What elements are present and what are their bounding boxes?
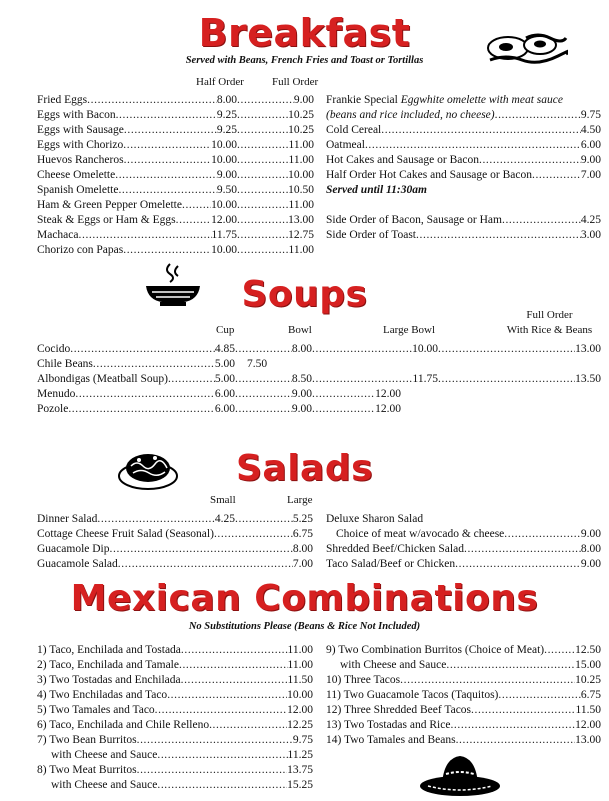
frankie-desc: Eggwhite omelette with meat sauce [400, 94, 563, 106]
item-name: Cheese Omelette [37, 169, 116, 181]
item-name: with Cheese and Sauce [340, 659, 447, 671]
item-name: 13) Two Tostadas and Rice [326, 719, 451, 731]
item-price: 8.00 [580, 543, 601, 555]
salad-right-item [326, 527, 601, 542]
combo-item [326, 673, 601, 688]
sombrero-icon [418, 752, 502, 798]
item-price: 6.00 [580, 139, 601, 151]
item-price: 6.00 [214, 388, 235, 400]
item-name: with Cheese and Sauce [51, 749, 158, 761]
item-name: Cottage Cheese Fruit Salad (Seasonal) [37, 528, 214, 540]
item-price: 9.00 [293, 94, 314, 106]
item-name: Dinner Salad [37, 513, 98, 525]
breakfast-col-full: Full Order [272, 76, 319, 88]
item-name: Eggs with Bacon [37, 109, 116, 121]
item-name: Cocido [37, 343, 71, 355]
item-name: Machaca [37, 229, 79, 241]
item-price: 11.50 [287, 674, 313, 686]
item-name: 10) Three Tacos [326, 674, 401, 686]
item-price: 9.00 [216, 169, 237, 181]
item-price: 8.00 [291, 343, 312, 355]
item-price: 7.50 [247, 358, 268, 370]
item-name: 2) Taco, Enchilada and Tamale [37, 659, 179, 671]
breakfast-item [37, 93, 314, 108]
item-name: Eggs with Chorizo [37, 139, 124, 151]
item-price: 15.25 [287, 779, 313, 791]
item-name: Taco Salad/Beef or Chicken [326, 558, 456, 570]
item-price: 3.00 [580, 229, 601, 241]
soup-item [37, 357, 601, 372]
item-name: Chorizo con Papas [37, 244, 124, 256]
combo-item [37, 748, 313, 763]
item-name: Oatmeal [326, 139, 365, 151]
breakfast-right-item [326, 168, 601, 183]
item-price: 9.25 [216, 124, 237, 136]
item-price: 10.00 [287, 689, 313, 701]
breakfast-item [37, 168, 314, 183]
combo-item [326, 658, 601, 673]
item-price: 12.00 [211, 214, 237, 226]
salad-right-item [326, 542, 601, 557]
breakfast-item [37, 153, 314, 168]
combo-item [37, 658, 313, 673]
soups-title: Soups [241, 274, 368, 315]
breakfast-item [37, 108, 314, 123]
item-price: 9.00 [580, 154, 601, 166]
item-name: 4) Two Enchiladas and Taco [37, 689, 168, 701]
soups-col-full [492, 309, 607, 337]
item-name: Side Order of Toast [326, 229, 417, 241]
item-price: 13.00 [575, 343, 601, 355]
item-price: 5.00 [214, 358, 235, 370]
soup-item [37, 387, 601, 402]
item-price: 11.00 [288, 199, 314, 211]
frankie-price: 9.75 [580, 109, 601, 121]
item-name: Chile Beans [37, 358, 93, 370]
item-name: 5) Two Tamales and Taco [37, 704, 155, 716]
combo-item [37, 763, 313, 778]
salad-item [37, 542, 313, 557]
breakfast-item [37, 138, 314, 153]
item-price: 11.75 [412, 373, 438, 385]
item-price: 4.85 [214, 343, 235, 355]
soup-item [37, 342, 601, 357]
item-price: 12.00 [287, 704, 313, 716]
item-price: 13.50 [575, 373, 601, 385]
item-price: 9.00 [580, 528, 601, 540]
combos-title: Mexican Combinations [70, 578, 539, 619]
item-name: Eggs with Sausage [37, 124, 124, 136]
item-price: 12.50 [575, 644, 601, 656]
item-name: Huevos Rancheros [37, 154, 124, 166]
item-price: 5.00 [214, 373, 235, 385]
breakfast-item [37, 228, 314, 243]
item-name: Guacamole Dip [37, 543, 110, 555]
frankie-desc2: (beans and rice included, no cheese) [326, 109, 495, 121]
combo-item [326, 733, 601, 748]
combo-item [326, 718, 601, 733]
side-order-item [326, 228, 601, 243]
item-name: Steak & Eggs or Ham & Eggs [37, 214, 176, 226]
combo-item [326, 643, 601, 658]
item-price: 9.50 [216, 184, 237, 196]
frankie-row [326, 108, 601, 123]
item-price: 8.00 [216, 94, 237, 106]
soups-col-cup: Cup [216, 324, 235, 336]
breakfast-subtitle: Served with Beans, French Fries and Toast or Tortillas [185, 55, 424, 66]
combo-item [37, 733, 313, 748]
item-price: 4.50 [580, 124, 601, 136]
item-price: 10.25 [575, 674, 601, 686]
combo-item [37, 643, 313, 658]
item-price: 7.00 [292, 558, 313, 570]
item-price: 9.00 [291, 388, 312, 400]
item-price: 11.00 [288, 139, 314, 151]
soup-item [37, 372, 601, 387]
item-price: 13.00 [288, 214, 314, 226]
frankie-name: Frankie Special [326, 94, 398, 106]
item-name: 11) Two Guacamole Tacos (Taquitos) [326, 689, 499, 701]
item-price: 5.25 [292, 513, 313, 525]
breakfast-right-item [326, 153, 601, 168]
item-name: with Cheese and Sauce [51, 779, 158, 791]
item-price: 10.00 [288, 169, 314, 181]
item-price: 15.00 [575, 659, 601, 671]
item-price: 4.25 [214, 513, 235, 525]
item-name: 14) Two Tamales and Beans [326, 734, 456, 746]
combo-item [326, 688, 601, 703]
soups-col-full-line2: With Rice & Beans [506, 324, 593, 336]
item-name: Ham & Green Pepper Omelette [37, 199, 182, 211]
served-until: Served until 11:30am [326, 184, 427, 196]
breakfast-right-item [326, 123, 601, 138]
combo-item [37, 673, 313, 688]
item-name: Spanish Omelette [37, 184, 119, 196]
breakfast-item [37, 123, 314, 138]
combo-item [326, 703, 601, 718]
item-name: Menudo [37, 388, 76, 400]
combo-item [37, 718, 313, 733]
item-name: Side Order of Bacon, Sausage or Ham [326, 214, 502, 226]
combo-item [37, 688, 313, 703]
item-price: 9.75 [292, 734, 313, 746]
item-price: 11.50 [575, 704, 601, 716]
item-name: Guacamole Salad [37, 558, 118, 570]
item-price: 9.00 [580, 558, 601, 570]
item-name: 6) Taco, Enchilada and Chile Relleno [37, 719, 210, 731]
item-name: Half Order Hot Cakes and Sausage or Bacon [326, 169, 532, 181]
item-price: 9.25 [216, 109, 237, 121]
soups-col-bowl: Bowl [288, 324, 312, 336]
salads-col-large: Large [287, 494, 313, 506]
item-price: 6.75 [292, 528, 313, 540]
breakfast-right-item [326, 138, 601, 153]
item-name: Shredded Beef/Chicken Salad [326, 543, 464, 555]
item-price: 10.00 [211, 199, 237, 211]
soup-item [37, 402, 601, 417]
breakfast-item [37, 183, 314, 198]
eggs-bacon-icon [486, 30, 568, 64]
combo-item [37, 703, 313, 718]
combos-subtitle: No Substitutions Please (Beans & Rice Not Included) [188, 621, 421, 632]
item-price: 6.75 [580, 689, 601, 701]
item-price: 10.00 [211, 244, 237, 256]
item-name: 7) Two Bean Burritos [37, 734, 137, 746]
soups-col-large: Large Bowl [383, 324, 436, 336]
item-price: 7.00 [580, 169, 601, 181]
item-price: 6.00 [214, 403, 235, 415]
item-price: 8.50 [291, 373, 312, 385]
item-price: 11.25 [287, 749, 313, 761]
item-name: Choice of meat w/avocado & cheese [336, 528, 505, 540]
item-price: 12.75 [288, 229, 314, 241]
side-order-item [326, 213, 601, 228]
item-name: Pozole [37, 403, 69, 415]
item-price: 11.00 [288, 244, 314, 256]
breakfast-item [37, 213, 314, 228]
item-name: 12) Three Shredded Beef Tacos [326, 704, 472, 716]
item-name: 9) Two Combination Burritos (Choice of Meat) [326, 644, 545, 656]
salad-item [37, 557, 313, 572]
frankie-special [326, 93, 563, 108]
soups-col-full-line1: Full Order [526, 309, 573, 321]
item-price: 12.00 [575, 719, 601, 731]
item-price: 4.25 [580, 214, 601, 226]
breakfast-item [37, 198, 314, 213]
item-name: Albondigas (Meatball Soup) [37, 373, 168, 385]
breakfast-item [37, 243, 314, 258]
item-price: 10.25 [288, 109, 314, 121]
salad-right-item [326, 557, 601, 572]
breakfast-title: Breakfast [198, 11, 411, 55]
item-price: 10.00 [211, 139, 237, 151]
item-price: 10.00 [211, 154, 237, 166]
item-name: 8) Two Meat Burritos [37, 764, 137, 776]
item-price: 13.75 [287, 764, 313, 776]
breakfast-col-half: Half Order [196, 76, 244, 88]
combo-item [37, 778, 313, 793]
item-price: 10.25 [288, 124, 314, 136]
salads-col-small: Small [210, 494, 236, 506]
item-price: 11.75 [211, 229, 237, 241]
item-name: Hot Cakes and Sausage or Bacon [326, 154, 479, 166]
deluxe-salad: Deluxe Sharon Salad [326, 513, 424, 525]
item-price: 9.00 [291, 403, 312, 415]
item-price: 13.00 [575, 734, 601, 746]
salad-item [37, 527, 313, 542]
item-price: 10.00 [412, 343, 438, 355]
salad-item [37, 512, 313, 527]
item-name: 3) Two Tostadas and Enchilada [37, 674, 181, 686]
item-price: 12.00 [375, 403, 401, 415]
item-name: Cold Cereal [326, 124, 382, 136]
item-name: Fried Eggs [37, 94, 88, 106]
item-price: 11.00 [287, 659, 313, 671]
salads-title: Salads [235, 448, 374, 489]
item-price: 12.00 [375, 388, 401, 400]
item-price: 11.00 [288, 154, 314, 166]
item-price: 11.00 [287, 644, 313, 656]
item-price: 12.25 [287, 719, 313, 731]
item-name: 1) Taco, Enchilada and Tostada [37, 644, 181, 656]
item-price: 8.00 [292, 543, 313, 555]
item-price: 10.50 [288, 184, 314, 196]
